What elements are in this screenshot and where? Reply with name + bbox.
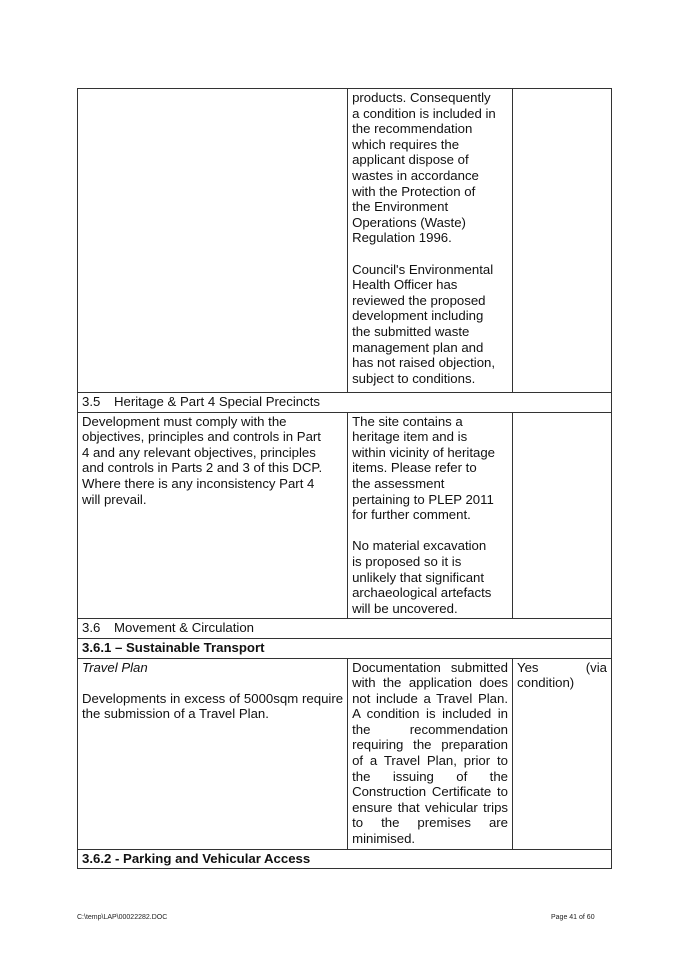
dcp-compliance-table — [77, 88, 612, 869]
footer-file-path: C:\temp\LAP\00022282.DOC — [77, 914, 168, 921]
comment-cell: Documentation submitted with the application does not include a Travel Plan. A condition is included in the recommendation requiring the preparation of a Travel Plan, prior to the issuing of the Construction Certificate to ensure that vehicular trips to the premises are minimised. — [348, 658, 513, 849]
control-title: Travel Plan — [82, 659, 148, 675]
section-heading-row — [78, 393, 612, 413]
section-heading — [78, 393, 612, 413]
control-cell — [78, 658, 348, 849]
section-heading — [78, 619, 612, 639]
compliance-cell — [513, 89, 612, 393]
section-heading-row — [78, 619, 612, 639]
subsection-heading: 3.6.1 – Sustainable Transport — [78, 638, 612, 658]
control-text: Development must comply with the objectives, principles and controls in Part 4 and any relevant objectives, principles and controls in Parts 2 and 3 of this DCP. Where there is any inconsistency Part 4 will prevail. — [82, 413, 323, 507]
table-row — [78, 658, 612, 849]
subsection-heading: 3.6.2 - Parking and Vehicular Access — [78, 849, 612, 869]
comment-cell — [348, 89, 513, 393]
section-title: Movement & Circulation — [114, 620, 254, 636]
section-title: Heritage & Part 4 Special Precincts — [114, 394, 320, 409]
section-number: 3.5 — [82, 394, 101, 409]
comment-paragraph: products. Consequently a condition is included in the recommendation which requires the applicant dispose of wastes in accordance with the Protection of the Environment Operations (Waste) Regulation 1996. — [352, 90, 496, 246]
control-text: Developments in excess of 5000sqm require the submission of a Travel Plan. — [82, 690, 344, 722]
section-number: 3.6 — [82, 620, 101, 636]
control-cell — [78, 412, 348, 619]
comment-paragraph: No material excavation is proposed so it is unlikely that significant archaeological artefacts will be uncovered. — [352, 538, 492, 616]
comment-paragraph: The site contains a heritage item and is within vicinity of heritage items. Please refer to the assessment pertaining to PLEP 2011 for further comment. — [352, 413, 496, 523]
table-row — [78, 89, 612, 393]
comment-cell — [348, 412, 513, 619]
compliance-cell — [513, 412, 612, 619]
table-row — [78, 412, 612, 619]
compliance-cell: Yes (via condition) — [513, 658, 612, 849]
subsection-heading-row — [78, 638, 612, 658]
footer-page-number: Page 41 of 60 — [551, 914, 595, 921]
comment-paragraph: Council's Environmental Health Officer has reviewed the proposed development including the submitted waste management plan and has not raised objection, subject to conditions. — [352, 261, 496, 386]
control-cell — [78, 89, 348, 393]
subsection-heading-row — [78, 849, 612, 869]
